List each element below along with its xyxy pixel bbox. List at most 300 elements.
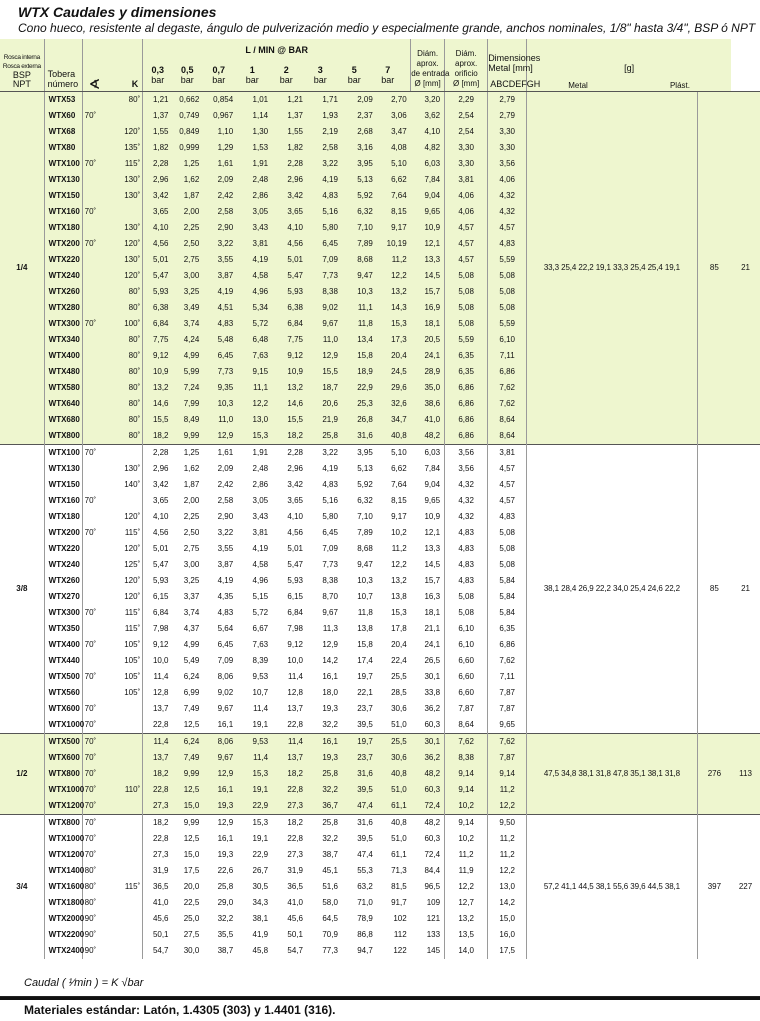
flow-value: 3,22 <box>322 159 338 168</box>
flow-value: 8,15 <box>391 207 407 216</box>
flow-value: 5,99 <box>183 367 200 376</box>
thread-size: 3/4 <box>0 815 44 960</box>
flow-value: 10,7 <box>252 688 269 697</box>
flow-value: 1,53 <box>252 143 269 152</box>
flow-value: 11,4 <box>253 704 269 713</box>
flow-value: 18,7 <box>322 383 338 392</box>
flow-value: 4,96 <box>252 576 269 585</box>
nozzle-number: WTX440 <box>44 653 82 669</box>
flow-value: 22,8 <box>287 720 303 729</box>
flow-value: 16,1 <box>217 720 234 729</box>
flow-value: 13,4 <box>357 335 373 344</box>
header-metal: Metal <box>568 81 588 90</box>
flow-value: 7,84 <box>424 464 441 473</box>
flow-value: 51,6 <box>322 882 338 891</box>
orifice-diameter: 4,57 <box>488 461 527 477</box>
spray-angle-secondary: 80˚ <box>128 351 141 360</box>
flow-value: 16,9 <box>424 303 441 312</box>
flow-value: 77,3 <box>322 946 338 955</box>
k-factor: 1,82 <box>143 140 173 156</box>
flow-value: 30,6 <box>391 704 407 713</box>
spray-angle-primary <box>82 124 110 140</box>
spray-angle-secondary: 105˚ <box>124 688 141 697</box>
flow-value: 6,32 <box>357 207 373 216</box>
dim-letter: C <box>502 79 509 89</box>
pressure-unit: bar <box>151 75 165 85</box>
flow-value: 2,50 <box>183 528 200 537</box>
flow-value: 8,06 <box>203 734 237 751</box>
flow-value: 3,95 <box>342 445 377 462</box>
flow-value: 3,65 <box>287 496 303 505</box>
header-orifice-unit: Ø [mm] <box>453 79 480 88</box>
spray-angle-primary: 70˚ <box>82 669 110 685</box>
orifice-diameter: 7,11 <box>488 348 527 364</box>
pressure-unit: bar <box>313 75 327 85</box>
k-factor: 18,2 <box>143 766 173 782</box>
spray-angle-secondary <box>110 863 143 879</box>
flow-value: 7,73 <box>322 271 338 280</box>
flow-value: 9,99 <box>183 769 200 778</box>
inlet-diameter: 9,14 <box>445 815 488 832</box>
flow-value: 19,7 <box>357 672 373 681</box>
k-factor: 5,47 <box>143 268 173 284</box>
flow-value: 1,91 <box>237 445 272 462</box>
table-row <box>0 815 760 832</box>
flow-value: 5,10 <box>377 445 411 462</box>
flow-value: 45,6 <box>287 914 303 923</box>
spray-angle-primary: 70˚ <box>82 445 110 462</box>
flow-value: 4,82 <box>424 143 441 152</box>
flow-value: 133 <box>426 930 441 939</box>
orifice-diameter: 5,08 <box>488 541 527 557</box>
flow-value: 2,90 <box>217 512 234 521</box>
spray-angle-secondary: 120˚ <box>124 576 141 585</box>
flow-value: 18,2 <box>272 815 307 832</box>
flow-value: 6,84 <box>287 319 303 328</box>
flow-value: 0,749 <box>179 111 200 120</box>
spray-angle-primary <box>82 573 110 589</box>
orifice-diameter: 7,11 <box>488 669 527 685</box>
k-factor: 36,5 <box>143 879 173 895</box>
flow-value: 26,8 <box>357 415 373 424</box>
spray-angle-secondary <box>110 204 143 220</box>
k-factor: 4,10 <box>143 509 173 525</box>
orifice-diameter: 3,56 <box>488 156 527 172</box>
nozzle-number: WTX280 <box>44 300 82 316</box>
flow-value: 27,5 <box>183 930 200 939</box>
flow-value: 17,5 <box>183 866 200 875</box>
spray-angle-primary: 70˚ <box>82 734 110 751</box>
flow-value: 10,9 <box>424 512 441 521</box>
flow-value: 8,39 <box>252 656 269 665</box>
flow-value: 19,1 <box>252 785 269 794</box>
flow-value: 6,45 <box>322 528 338 537</box>
flow-value: 11,0 <box>218 415 234 424</box>
spray-angle-primary <box>82 477 110 493</box>
pressure-col <box>337 65 371 85</box>
orifice-diameter: 6,35 <box>488 621 527 637</box>
inlet-diameter: 10,2 <box>445 798 488 815</box>
inlet-diameter: 11,2 <box>445 847 488 863</box>
flow-value: 50,1 <box>287 930 303 939</box>
spray-angle-secondary: 135˚ <box>124 143 141 152</box>
flow-value: 145 <box>426 946 441 955</box>
flow-value: 60,3 <box>424 834 441 843</box>
flow-value: 0,999 <box>179 143 200 152</box>
k-factor: 10,0 <box>143 653 173 669</box>
flow-value: 36,2 <box>424 753 441 762</box>
flow-value: 91,7 <box>391 898 407 907</box>
orifice-diameter: 7,62 <box>488 380 527 396</box>
flow-value: 3,00 <box>183 560 200 569</box>
spray-angle-primary: 90˚ <box>82 927 110 943</box>
orifice-diameter: 5,08 <box>488 300 527 316</box>
spray-angle-primary <box>82 268 110 284</box>
flow-value: 4,83 <box>217 319 234 328</box>
orifice-diameter: 4,83 <box>488 236 527 252</box>
flow-value: 3,65 <box>287 207 303 216</box>
inlet-diameter: 4,83 <box>445 541 488 557</box>
k-factor: 4,56 <box>143 525 173 541</box>
flow-value: 3,49 <box>183 303 200 312</box>
nozzle-number: WTX800 <box>44 815 82 832</box>
flow-value: 3,87 <box>217 560 234 569</box>
flow-value: 47,4 <box>357 801 373 810</box>
inlet-diameter: 3,81 <box>445 172 488 188</box>
flow-value: 4,58 <box>252 560 269 569</box>
orifice-diameter: 5,59 <box>488 316 527 332</box>
flow-value: 32,2 <box>322 834 338 843</box>
pressure-value: 0,5 <box>180 65 194 75</box>
flow-value: 4,83 <box>322 191 338 200</box>
flow-value: 38,7 <box>217 946 234 955</box>
flow-value: 48,2 <box>424 431 441 440</box>
flow-value: 23,7 <box>357 753 373 762</box>
flow-value: 16,3 <box>424 592 441 601</box>
flow-value: 8,68 <box>357 544 373 553</box>
flow-value: 78,9 <box>357 914 373 923</box>
nozzle-number: WTX640 <box>44 396 82 412</box>
table-body <box>0 92 760 960</box>
flow-value: 19,3 <box>322 704 338 713</box>
orifice-diameter: 15,0 <box>488 911 527 927</box>
k-factor: 1,21 <box>143 92 173 109</box>
nozzle-number: WTX600 <box>44 701 82 717</box>
orifice-diameter: 4,32 <box>488 188 527 204</box>
pressure-value: 1 <box>249 65 255 75</box>
flow-value: 20,5 <box>424 335 441 344</box>
spray-angle-primary <box>82 461 110 477</box>
spray-angle-primary: 70˚ <box>82 717 110 734</box>
inlet-diameter: 9,14 <box>445 766 488 782</box>
flow-value: 6,03 <box>424 159 441 168</box>
nozzle-number: WTX2400 <box>44 943 82 959</box>
spray-angle-secondary <box>110 734 143 751</box>
flow-value: 2,25 <box>183 512 200 521</box>
flow-value: 25,3 <box>357 399 373 408</box>
spray-angle-primary: 70˚ <box>82 750 110 766</box>
inlet-diameter: 10,2 <box>445 831 488 847</box>
inlet-diameter: 6,35 <box>445 348 488 364</box>
flow-value: 15,3 <box>237 815 272 832</box>
nozzle-number: WTX53 <box>44 92 82 109</box>
nozzle-number: WTX150 <box>44 188 82 204</box>
flow-value: 86,8 <box>357 930 373 939</box>
flow-value: 0,967 <box>213 111 234 120</box>
flow-value: 10,3 <box>217 399 234 408</box>
flow-value: 5,13 <box>357 464 373 473</box>
flow-value: 2,48 <box>252 464 269 473</box>
flow-value: 4,19 <box>217 287 234 296</box>
spray-angle-secondary: 105˚ <box>124 640 141 649</box>
spray-angle-primary: 70˚ <box>82 798 110 815</box>
flow-value: 31,9 <box>287 866 303 875</box>
nozzle-number: WTX480 <box>44 364 82 380</box>
flow-value: 9,65 <box>424 496 441 505</box>
spray-angle-secondary <box>110 108 143 124</box>
thread-size: 1/4 <box>0 92 44 445</box>
k-factor: 11,4 <box>143 734 173 751</box>
flow-value: 9,02 <box>217 688 234 697</box>
flow-value: 6,99 <box>183 688 200 697</box>
pressure-unit: bar <box>212 75 226 85</box>
flow-value: 18,0 <box>322 688 338 697</box>
k-factor: 5,01 <box>143 252 173 268</box>
k-factor: 3,42 <box>143 477 173 493</box>
flow-value: 20,4 <box>391 351 407 360</box>
flow-value: 121 <box>426 914 441 923</box>
k-factor: 3,65 <box>143 493 173 509</box>
flow-value: 11,4 <box>253 753 269 762</box>
k-factor: 6,38 <box>143 300 173 316</box>
flow-value: 5,48 <box>217 335 234 344</box>
flow-value: 3,62 <box>424 111 441 120</box>
inlet-diameter: 7,87 <box>445 701 488 717</box>
flow-value: 5,72 <box>252 608 269 617</box>
flow-value: 20,4 <box>391 640 407 649</box>
header-orifice-approx: aprox. <box>455 59 478 68</box>
flow-value: 60,3 <box>424 720 441 729</box>
dim-letter: B <box>496 79 503 89</box>
k-factor: 2,96 <box>143 461 173 477</box>
k-factor: 13,2 <box>143 380 173 396</box>
spray-angle-primary <box>82 685 110 701</box>
k-factor: 15,5 <box>143 412 173 428</box>
spray-angle-secondary <box>110 445 143 462</box>
flow-value: 36,7 <box>322 801 338 810</box>
flow-value: 0,662 <box>173 92 204 109</box>
spray-angle-secondary <box>110 847 143 863</box>
inlet-diameter: 4,83 <box>445 525 488 541</box>
pressure-unit: bar <box>279 75 293 85</box>
flow-value: 7,84 <box>424 175 441 184</box>
flow-value: 10,3 <box>357 287 373 296</box>
orifice-diameter: 9,50 <box>488 815 527 832</box>
header-thread-internal: Rosca interna <box>3 54 40 61</box>
inlet-diameter: 4,32 <box>445 477 488 493</box>
flow-value: 22,8 <box>287 785 303 794</box>
spray-angle-secondary: 130˚ <box>124 175 141 184</box>
flow-value: 12,9 <box>203 815 237 832</box>
k-factor: 2,96 <box>143 172 173 188</box>
inlet-diameter: 2,54 <box>445 108 488 124</box>
flow-value: 3,37 <box>183 592 200 601</box>
flow-value: 25,8 <box>322 769 338 778</box>
flow-value: 2,96 <box>287 175 303 184</box>
flow-value: 13,8 <box>357 624 373 633</box>
flow-value: 1,25 <box>183 159 200 168</box>
nozzle-number: WTX500 <box>44 734 82 751</box>
flow-value: 3,74 <box>183 319 200 328</box>
flow-value: 6,15 <box>287 592 303 601</box>
nozzle-number: WTX600 <box>44 750 82 766</box>
dim-letter: A <box>490 79 497 89</box>
flow-value: 5,49 <box>183 656 200 665</box>
nozzle-number: WTX1200 <box>44 847 82 863</box>
orifice-diameter: 6,86 <box>488 364 527 380</box>
inlet-diameter: 4,57 <box>445 220 488 236</box>
flow-value: 30,0 <box>183 946 200 955</box>
orifice-diameter: 5,08 <box>488 268 527 284</box>
flow-value: 7,99 <box>183 399 200 408</box>
flow-value: 9,15 <box>252 367 269 376</box>
flow-dimensions-table <box>0 39 760 959</box>
flow-value: 6,45 <box>217 640 234 649</box>
spray-angle-primary: 70˚ <box>82 815 110 832</box>
header-weight-unit: [g] <box>624 63 635 73</box>
flow-value: 9,17 <box>391 223 407 232</box>
orifice-diameter: 4,57 <box>488 493 527 509</box>
pressure-col <box>371 65 404 85</box>
flow-value: 14,5 <box>424 271 441 280</box>
flow-value: 3,74 <box>183 608 200 617</box>
k-factor: 22,8 <box>143 782 173 798</box>
flow-value: 16,1 <box>217 834 234 843</box>
nozzle-number: WTX68 <box>44 124 82 140</box>
flow-value: 10,3 <box>357 576 373 585</box>
weight-plastic: 227 <box>731 815 760 960</box>
flow-value: 1,62 <box>183 175 200 184</box>
flow-value: 7,98 <box>287 624 303 633</box>
orifice-diameter: 2,79 <box>488 92 527 109</box>
pressure-value: 5 <box>351 65 357 75</box>
flow-value: 1,82 <box>287 143 303 152</box>
orifice-diameter: 7,62 <box>488 734 527 751</box>
inlet-diameter: 6,86 <box>445 412 488 428</box>
flow-value: 11,0 <box>322 335 338 344</box>
weight-plastic: 21 <box>731 92 760 445</box>
flow-value: 1,55 <box>287 127 303 136</box>
flow-value: 3,95 <box>357 159 373 168</box>
k-factor: 1,37 <box>143 108 173 124</box>
orifice-diameter: 11,2 <box>488 847 527 863</box>
weight-metal: 85 <box>697 92 731 445</box>
dim-letter: H <box>533 79 541 89</box>
spray-angle-primary: 70˚ <box>82 831 110 847</box>
k-factor: 14,6 <box>143 396 173 412</box>
flow-value: 2,86 <box>252 480 269 489</box>
flow-value: 3,87 <box>217 271 234 280</box>
flow-value: 7,89 <box>357 528 373 537</box>
flow-value: 3,81 <box>252 528 269 537</box>
inlet-diameter: 4,83 <box>445 573 488 589</box>
flow-value: 9,47 <box>357 560 373 569</box>
divider <box>0 997 760 1000</box>
flow-value: 32,2 <box>217 914 234 923</box>
flow-value: 64,5 <box>322 914 338 923</box>
flow-value: 13,0 <box>252 415 269 424</box>
flow-value: 39,5 <box>357 834 373 843</box>
spray-angle-primary: 70˚ <box>82 236 110 252</box>
header-npt: NPT <box>12 79 31 89</box>
flow-value: 6,45 <box>217 351 234 360</box>
flow-value: 9,04 <box>424 480 441 489</box>
inlet-diameter: 5,59 <box>445 332 488 348</box>
flow-value: 13,2 <box>287 383 303 392</box>
nozzle-number: WTX240 <box>44 557 82 573</box>
flow-value: 2,09 <box>342 92 377 109</box>
flow-value: 41,9 <box>252 930 269 939</box>
k-factor: 9,12 <box>143 637 173 653</box>
spray-angle-secondary: 105˚ <box>124 672 141 681</box>
flow-value: 1,61 <box>203 445 237 462</box>
spray-angle-secondary <box>110 750 143 766</box>
spray-angle-secondary: 80˚ <box>128 287 141 296</box>
flow-value: 22,9 <box>252 801 269 810</box>
spray-angle-secondary <box>110 895 143 911</box>
flow-value: 10,2 <box>391 528 407 537</box>
flow-value: 12,8 <box>287 688 303 697</box>
flow-value: 2,90 <box>217 223 234 232</box>
flow-value: 60,3 <box>424 785 441 794</box>
pressure-unit: bar <box>381 75 395 85</box>
flow-value: 7,09 <box>322 544 338 553</box>
spray-angle-secondary <box>110 831 143 847</box>
flow-value: 4,19 <box>322 175 338 184</box>
flow-value: 51,0 <box>391 720 407 729</box>
inlet-diameter: 4,32 <box>445 509 488 525</box>
flow-value: 4,08 <box>391 143 407 152</box>
flow-value: 15,3 <box>252 431 269 440</box>
inlet-diameter: 4,83 <box>445 557 488 573</box>
k-factor: 7,98 <box>143 621 173 637</box>
flow-value: 19,1 <box>252 720 269 729</box>
orifice-diameter: 4,57 <box>488 477 527 493</box>
flow-value: 31,6 <box>357 431 373 440</box>
weight-plastic: 113 <box>731 734 760 815</box>
flow-value: 3,47 <box>391 127 407 136</box>
flow-value: 32,2 <box>322 785 338 794</box>
flow-value: 122 <box>393 946 407 955</box>
flow-value: 3,25 <box>183 576 200 585</box>
flow-value: 2,28 <box>287 159 303 168</box>
flow-value: 2,68 <box>357 127 373 136</box>
pressure-col <box>172 65 202 85</box>
flow-value: 11,1 <box>253 383 269 392</box>
orifice-diameter: 5,84 <box>488 605 527 621</box>
spray-angle-primary <box>82 172 110 188</box>
k-factor: 22,8 <box>143 717 173 734</box>
k-factor: 18,2 <box>143 428 173 445</box>
flow-value: 15,3 <box>252 769 269 778</box>
table-row <box>0 445 760 462</box>
flow-value: 7,49 <box>183 704 200 713</box>
flow-value: 38,1 <box>252 914 269 923</box>
flow-value: 1,10 <box>217 127 234 136</box>
weight-metal: 276 <box>697 734 731 815</box>
spray-angle-primary <box>82 621 110 637</box>
flow-value: 5,34 <box>252 303 269 312</box>
